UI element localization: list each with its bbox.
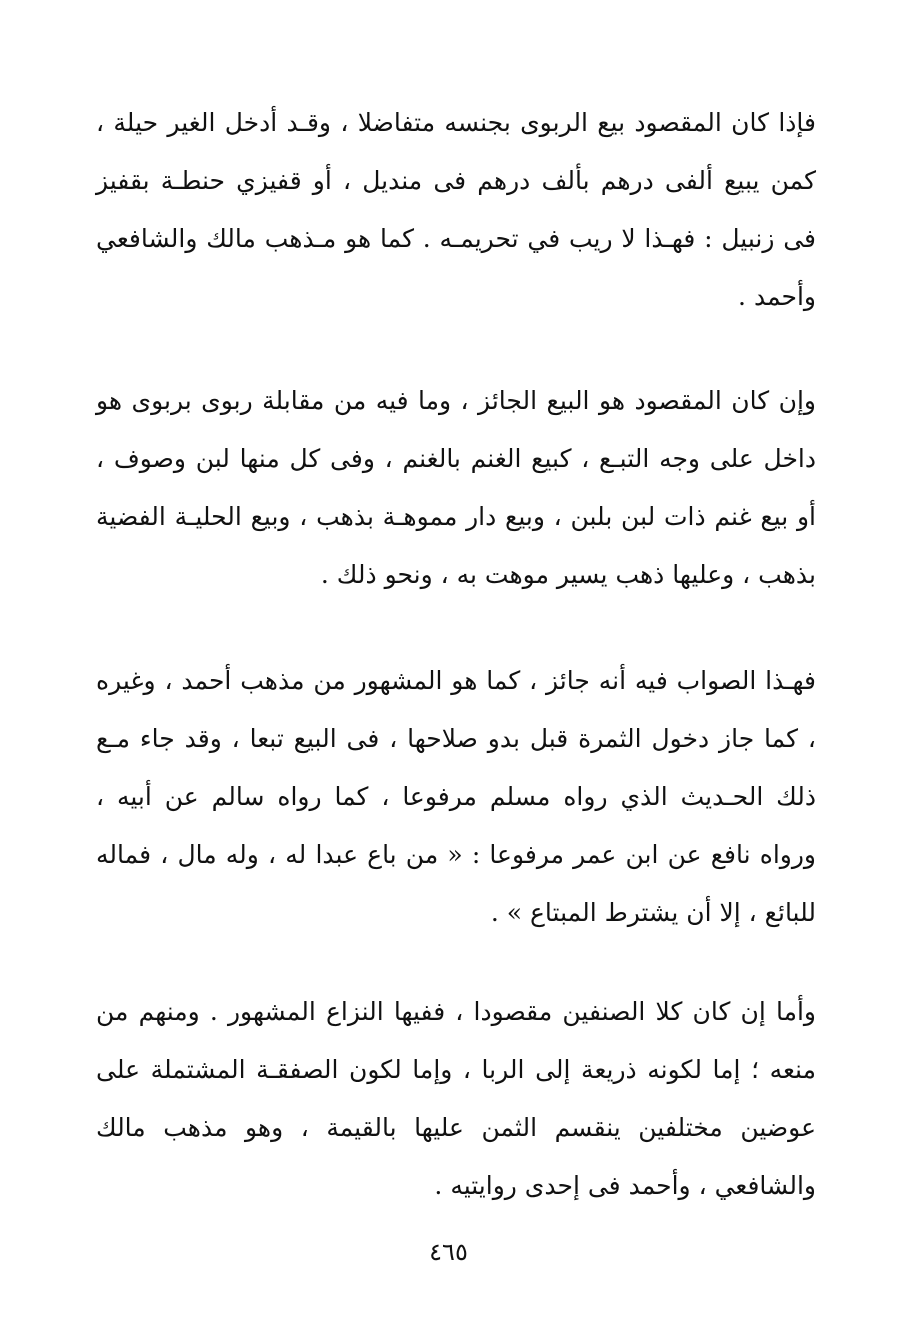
paragraph-1: فإذا كان المقصود بيع الربوى بجنسه متفاضلا ، وقـد أدخل الغير حيلة ، كمن يبيع ألفى درهم بألف درهم فى منديل ، أو قفيزي حنطـة بقفيز فى زنبيل : فهـذا لا ريب في تحريمـه . كما هو مـذهب مالك والشافعي وأحمد . bbox=[96, 108, 816, 311]
paragraph-3: فهـذا الصواب فيه أنه جائز ، كما هو المشهور من مذهب أحمد ، وغيره ، كما جاز دخول الثمرة قبل بدو صلاحها ، فى البيع تبعا ، وقد جاء مـع ذلك الحـديث الذي رواه مسلم مرفوعا ، كما رواه سالم عن أبيه ، ورواه نافع عن ابن عمر مرفوعا : « من باع عبدا له ، وله مال ، فماله للبائع ، إلا أن يشترط المبتاع » . bbox=[96, 666, 816, 927]
page-number: ٤٦٥ bbox=[429, 1238, 468, 1266]
paragraph-2: وإن كان المقصود هو البيع الجائز ، وما فيه من مقابلة ربوى بربوى هو داخل على وجه التبـع ، كبيع الغنم بالغنم ، وفى كل منها لبن وصوف ، أو بيع غنم ذات لبن بلبن ، وبيع دار مموهـة بذهب ، وبيع الحليـة الفضية بذهب ، وعليها ذهب يسير موهت به ، ونحو ذلك . bbox=[96, 386, 816, 589]
paragraph-4: وأما إن كان كلا الصنفين مقصودا ، ففيها النزاع المشهور . ومنهم من منعه ؛ إما لكونه ذريعة إلى الربا ، وإما لكون الصفقـة المشتملة على عوضين مختلفين ينقسم الثمن عليها بالقيمة ، وهو مذهب مالك والشافعي ، وأحمد فى إحدى روايتيه . bbox=[96, 997, 816, 1200]
